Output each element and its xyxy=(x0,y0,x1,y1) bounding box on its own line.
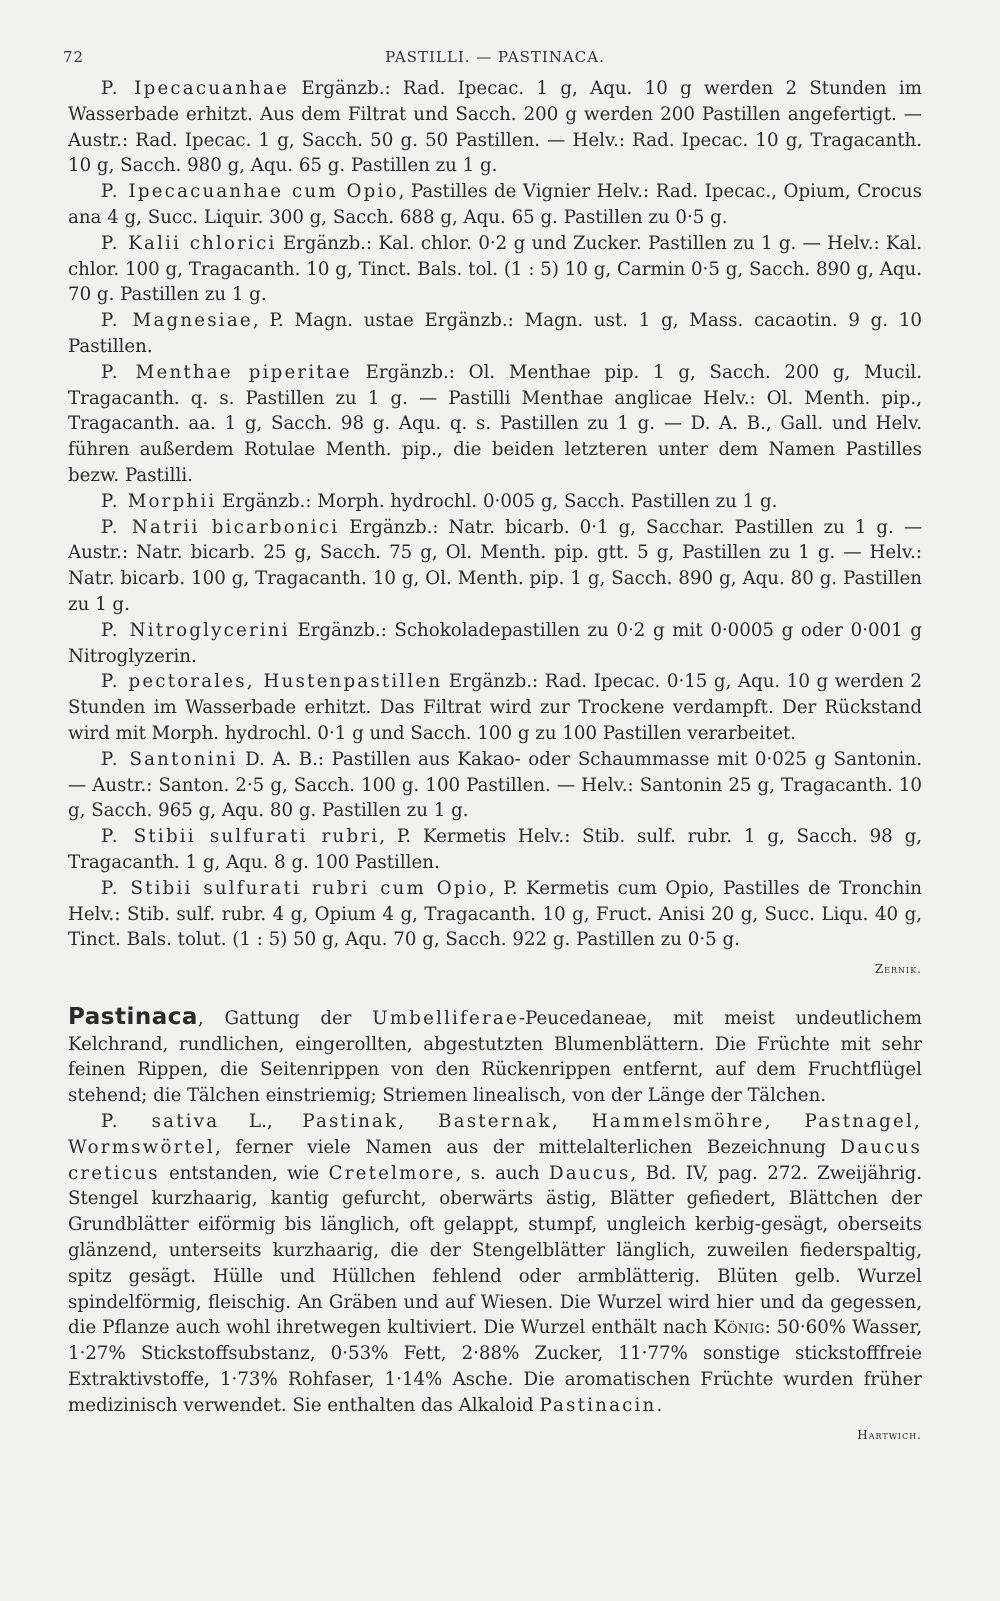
entry-text: : 50·60% Wasser, 1·27% Stickstoffsubstanz, 0·53% Fett, 2·88% Zucker, 11·77% sonstige stickstofffreie Extraktivstoffe, 1·73% Rohfaser, 1·14% Asche. Die aromatischen Früchte wurden früher medizinisch verwendet. Sie enthalten das Alkaloid xyxy=(68,1317,922,1416)
entry-term: P. Magnesiae xyxy=(101,310,253,332)
entry-text: . xyxy=(656,1394,663,1416)
entry-text: -Peucedaneae, mit meist undeutlichem Kelchrand, rundlichen, eingerollten, abgestutzten Blumenblättern. Die Früchte mit sehr feinen Rippen, die Seitenrippen von den Rückenrippen entfernt, auf dem Fruchtflügel stehend; die Tälchen einstriemig; Striemen linealisch, von der Länge der Tälchen. xyxy=(68,1007,922,1107)
entry-text: , P. Magn. ustae Ergänzb.: Magn. ust. 1 g, Mass. cacaotin. 9 g. 10 Pastillen. xyxy=(68,310,922,357)
entry-term: P. Nitroglycerini xyxy=(101,619,290,641)
entry-text: Ergänzb.: Morph. hydrochl. 0·005 g, Sacch. Pastillen zu 1 g. xyxy=(216,490,778,512)
entry-pastinaca-sativa xyxy=(68,1109,922,1419)
entry-term: P. Menthae piperitae xyxy=(101,361,352,383)
entry-text: , Gattung der xyxy=(197,1007,373,1029)
entry-stibii xyxy=(68,824,922,876)
entry-text: Ergänzb.: Schokoladepastillen zu 0·2 g mit 0·0005 g oder 0·001 g Nitroglyzerin. xyxy=(68,619,922,667)
author-signature: Zernik. xyxy=(874,962,922,977)
entry-term: Umbelliferae xyxy=(372,1007,519,1029)
entry-text: , Bd. IV, pag. 272. Zweijährig. Stengel kurzhaarig, kantig gefurcht, oberwärts ästig, Blätter gefiedert, Blättchen der Grundblätter eiförmig bis länglich, oft gelappt, stumpf, ungleich kerbig-gesägt, oberseits glänzend, unterseits kurzhaarig, die der Stengelblätter länglich, zuweilen fiederspaltig, spitz gesägt. Hülle und Hüllchen fehlend oder armblätterig. Blüten gelb. Wurzel spindelförmig, fleischig. An Gräben und auf Wiesen. Die Wurzel wird hier und da gegessen, die Pflanze auch wohl ihretwegen kultiviert. Die Wurzel enthält nach xyxy=(68,1162,922,1339)
author-signature: Hartwich. xyxy=(857,1427,922,1442)
entry-term: P. Ipecacuanhae cum Opio xyxy=(101,181,399,203)
entry-text: D. A. B.: Pastillen aus Kakao- oder Schaummasse mit 0·025 g Santonin. — Austr.: Santon. 2·5 g, Sacch. 100 g. 100 Pastillen. — Helv.: Santonin 25 g, Tragacanth. 10 g, Sacch. 965 g, Aqu. 80 g. Pastillen zu 1 g. xyxy=(68,748,922,822)
entry-term: P. Stibii sulfurati rubri cum Opio xyxy=(101,877,489,899)
page-header xyxy=(63,36,922,76)
entry-text: L., xyxy=(219,1111,303,1133)
entry-term: Cretelmore xyxy=(328,1162,456,1184)
entry-term: P. Morphii xyxy=(101,490,217,512)
entry-text: , P. Kermetis Helv.: Stib. sulf. rubr. 1 g, Sacch. 98 g, Tragacanth. 1 g, Aqu. 8 g. 100 Pastillen. xyxy=(68,826,922,873)
entry-text: , s. auch xyxy=(455,1162,549,1184)
entry-pectorales xyxy=(68,669,922,746)
entry-text: , Pastilles de Vignier Helv.: Rad. Ipecac., Opium, Crocus ana 4 g, Succ. Liquir. 300 g, Sacch. 688 g, Aqu. 65 g. Pastillen zu 0·5 g. xyxy=(68,181,922,228)
entry-term: P. Kalii chlorici xyxy=(101,232,277,254)
entry-ipecacuanhae xyxy=(68,76,922,179)
entry-natrii xyxy=(68,515,922,618)
entry-text: Ergänzb.: Natr. bicarb. 0·1 g, Sacchar. Pastillen zu 1 g. — Austr.: Natr. bicarb. 25 g, Sacch. 75 g, Ol. Menth. pip. gtt. 5 g, Pastillen zu 1 g. — Helv.: Natr. bicarb. 100 g, Tragacanth. 10 g, Ol. Menth. pip. 1 g, Sacch. 890 g, Aqu. 80 g. Pastillen zu 1 g. xyxy=(68,516,923,615)
entry-text: Ergänzb.: Rad. Ipecac. 0·15 g, Aqu. 10 g werden 2 Stunden im Wasserbade erhitzt. Das Filtrat wird zur Trockene verdampft. Der Rückstand wird mit Morph. hydrochl. 0·1 g und Sacch. 100 g zu 100 Pastillen verarbeitet. xyxy=(68,671,922,744)
entry-term: P. sativa xyxy=(101,1111,220,1133)
entry-text: Ergänzb.: Rad. Ipecac. 1 g, Aqu. 10 g werden 2 Stunden im Wasserbade erhitzt. Aus dem Filtrat und Sacch. 200 g werden 200 Pastillen angefertigt. — Austr.: Rad. Ipecac. 1 g, Sacch. 50 g. 50 Pastillen. — Helv.: Rad. Ipecac. 10 g, Tragacanth. 10 g, Sacch. 980 g, Aqu. 65 g. Pastillen zu 1 g. xyxy=(68,78,922,177)
article-body xyxy=(68,76,922,1448)
page-number: 72 xyxy=(63,48,85,66)
entry-term: Daucus xyxy=(548,1162,631,1184)
entry-text: , P. Kermetis cum Opio, Pastilles de Tronchin Helv.: Stib. sulf. rubr. 4 g, Opium 4 g, Tragacanth. 10 g, Fruct. Anisi 20 g, Succ. Liqu. 40 g, Tinct. Bals. tolut. (1 : 5) 50 g, Aqu. 70 g, Sacch. 922 g. Pastillen zu 0·5 g. xyxy=(68,877,922,951)
entry-term: Daucus creticus xyxy=(68,1136,922,1184)
entry-morphii xyxy=(68,489,922,515)
entry-term: P. pectorales, Hustenpastillen xyxy=(101,671,443,693)
entry-text: Ergänzb.: Ol. Menthae pip. 1 g, Sacch. 200 g, Mucil. Tragacanth. q. s. Pastillen zu 1 g. — Pastilli Menthae anglicae Helv.: Ol. Menth. pip., Tragacanth. aa. 1 g, Sacch. 98 g. Aqu. q. s. Pastillen zu 1 g. — D. A. B., Gall. und Helv. führen außerdem Rotulae Menth. pip., die beiden letzteren unter dem Namen Pastilles bezw. Pastilli. xyxy=(68,361,922,486)
entry-kalii-chlorici xyxy=(68,231,922,308)
entry-text: , ferner viele Namen aus der mittelalterlichen Bezeichnung xyxy=(214,1136,841,1158)
entry-term: P. Santonini xyxy=(101,748,238,770)
headword: Pastinaca xyxy=(68,1003,198,1030)
entry-author: König xyxy=(713,1317,765,1339)
entry-text: Ergänzb.: Kal. chlor. 0·2 g und Zucker. Pastillen zu 1 g. — Helv.: Kal. chlor. 100 g, Tragacanth. 10 g, Tinct. Bals. tol. (1 : 5) 10 g, Carmin 0·5 g, Sacch. 890 g, Aqu. 70 g. Pastillen zu 1 g. xyxy=(68,232,922,306)
entry-term: P. Stibii sulfurati rubri xyxy=(101,826,380,848)
entry-pastinaca xyxy=(68,1005,922,1109)
entry-menthae xyxy=(68,360,922,489)
entry-term: Pastinacin xyxy=(539,1394,657,1416)
entry-term: P. Ipecacuanhae xyxy=(101,78,290,99)
entry-santonini xyxy=(68,747,922,824)
entry-term: Pastinak, Basternak, Hammelsmöhre, Pastnagel, Wormswörtel xyxy=(68,1111,922,1158)
entry-magnesiae xyxy=(68,308,922,360)
entry-text: entstanden, wie xyxy=(159,1162,329,1184)
entry-stibii-opio xyxy=(68,876,922,953)
entry-nitroglycerini xyxy=(68,618,922,670)
entry-term: P. Natrii bicarbonici xyxy=(101,516,340,538)
entry-ipecacuanhae-opio xyxy=(68,179,922,231)
running-title: PASTILLI. — PASTINACA. xyxy=(385,48,605,66)
